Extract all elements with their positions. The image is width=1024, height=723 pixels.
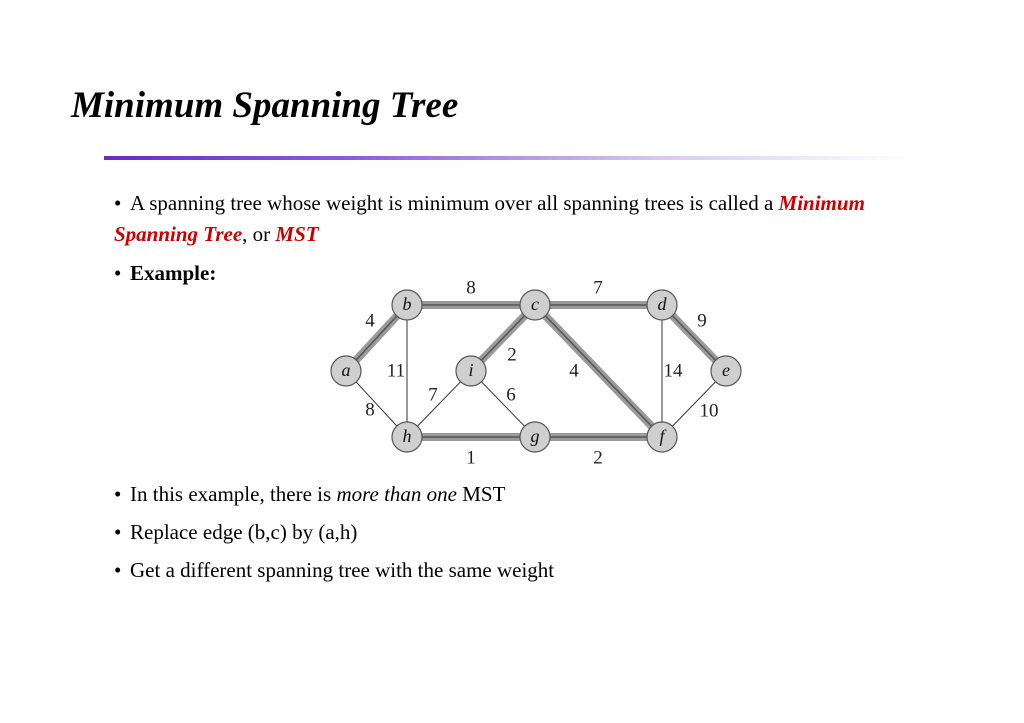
node-b bbox=[392, 290, 422, 320]
weight-label-h-i: 7 bbox=[428, 384, 438, 406]
node-label-a: a bbox=[341, 360, 351, 381]
more-than-one-post: MST bbox=[457, 482, 506, 506]
bullet-dot: • bbox=[114, 191, 122, 215]
weight-label-e-f: 10 bbox=[699, 400, 719, 422]
bullet-replace-edge bbox=[114, 517, 357, 548]
bullet-more-than-one bbox=[114, 479, 505, 510]
same-weight-text: Get a different spanning tree with the same weight bbox=[130, 558, 555, 582]
node-f bbox=[647, 422, 677, 452]
example-label: Example: bbox=[130, 261, 217, 285]
weight-label-b-c: 8 bbox=[466, 277, 476, 299]
weight-label-d-f: 14 bbox=[663, 360, 683, 382]
weight-label-c-f: 4 bbox=[569, 360, 579, 382]
node-g bbox=[520, 422, 550, 452]
mst-edge-core-c-f bbox=[535, 305, 662, 437]
weight-label-a-h: 8 bbox=[365, 399, 375, 421]
node-i bbox=[456, 356, 486, 386]
slide-title: Minimum Spanning Tree bbox=[71, 85, 459, 126]
bullet-dot: • bbox=[114, 520, 122, 544]
weight-label-i-g: 6 bbox=[506, 384, 516, 406]
weight-label-d-e: 9 bbox=[697, 310, 707, 332]
replace-edge-text: Replace edge (b,c) by (a,h) bbox=[130, 520, 358, 544]
node-a bbox=[331, 356, 361, 386]
weight-label-g-f: 2 bbox=[593, 447, 603, 469]
bullet-dot: • bbox=[114, 261, 122, 285]
node-label-h: h bbox=[402, 426, 412, 447]
definition-connector: , or bbox=[242, 222, 276, 246]
more-than-one-emph: more than one bbox=[336, 482, 457, 506]
node-label-c: c bbox=[531, 294, 539, 315]
more-than-one-pre: In this example, there is bbox=[130, 482, 337, 506]
mst-term: Minimum Spanning Tree bbox=[114, 191, 865, 246]
bullet-dot: • bbox=[114, 558, 122, 582]
node-d bbox=[647, 290, 677, 320]
mst-abbr: MST bbox=[275, 222, 319, 246]
node-label-b: b bbox=[402, 294, 412, 315]
weight-label-h-g: 1 bbox=[466, 447, 476, 469]
bullet-dot: • bbox=[114, 482, 122, 506]
bullet-same-weight bbox=[114, 555, 554, 586]
node-e bbox=[711, 356, 741, 386]
weight-label-a-b: 4 bbox=[365, 310, 375, 332]
node-label-e: e bbox=[722, 360, 730, 381]
weight-label-b-h: 11 bbox=[386, 360, 406, 382]
weight-label-c-i: 2 bbox=[507, 344, 517, 366]
node-label-i: i bbox=[468, 360, 474, 381]
node-h bbox=[392, 422, 422, 452]
weight-label-c-d: 7 bbox=[593, 277, 603, 299]
node-label-f: f bbox=[659, 426, 665, 447]
node-label-d: d bbox=[657, 294, 667, 315]
definition-text: A spanning tree whose weight is minimum over all spanning trees is called a bbox=[130, 191, 779, 215]
node-c bbox=[520, 290, 550, 320]
node-label-g: g bbox=[530, 426, 540, 447]
